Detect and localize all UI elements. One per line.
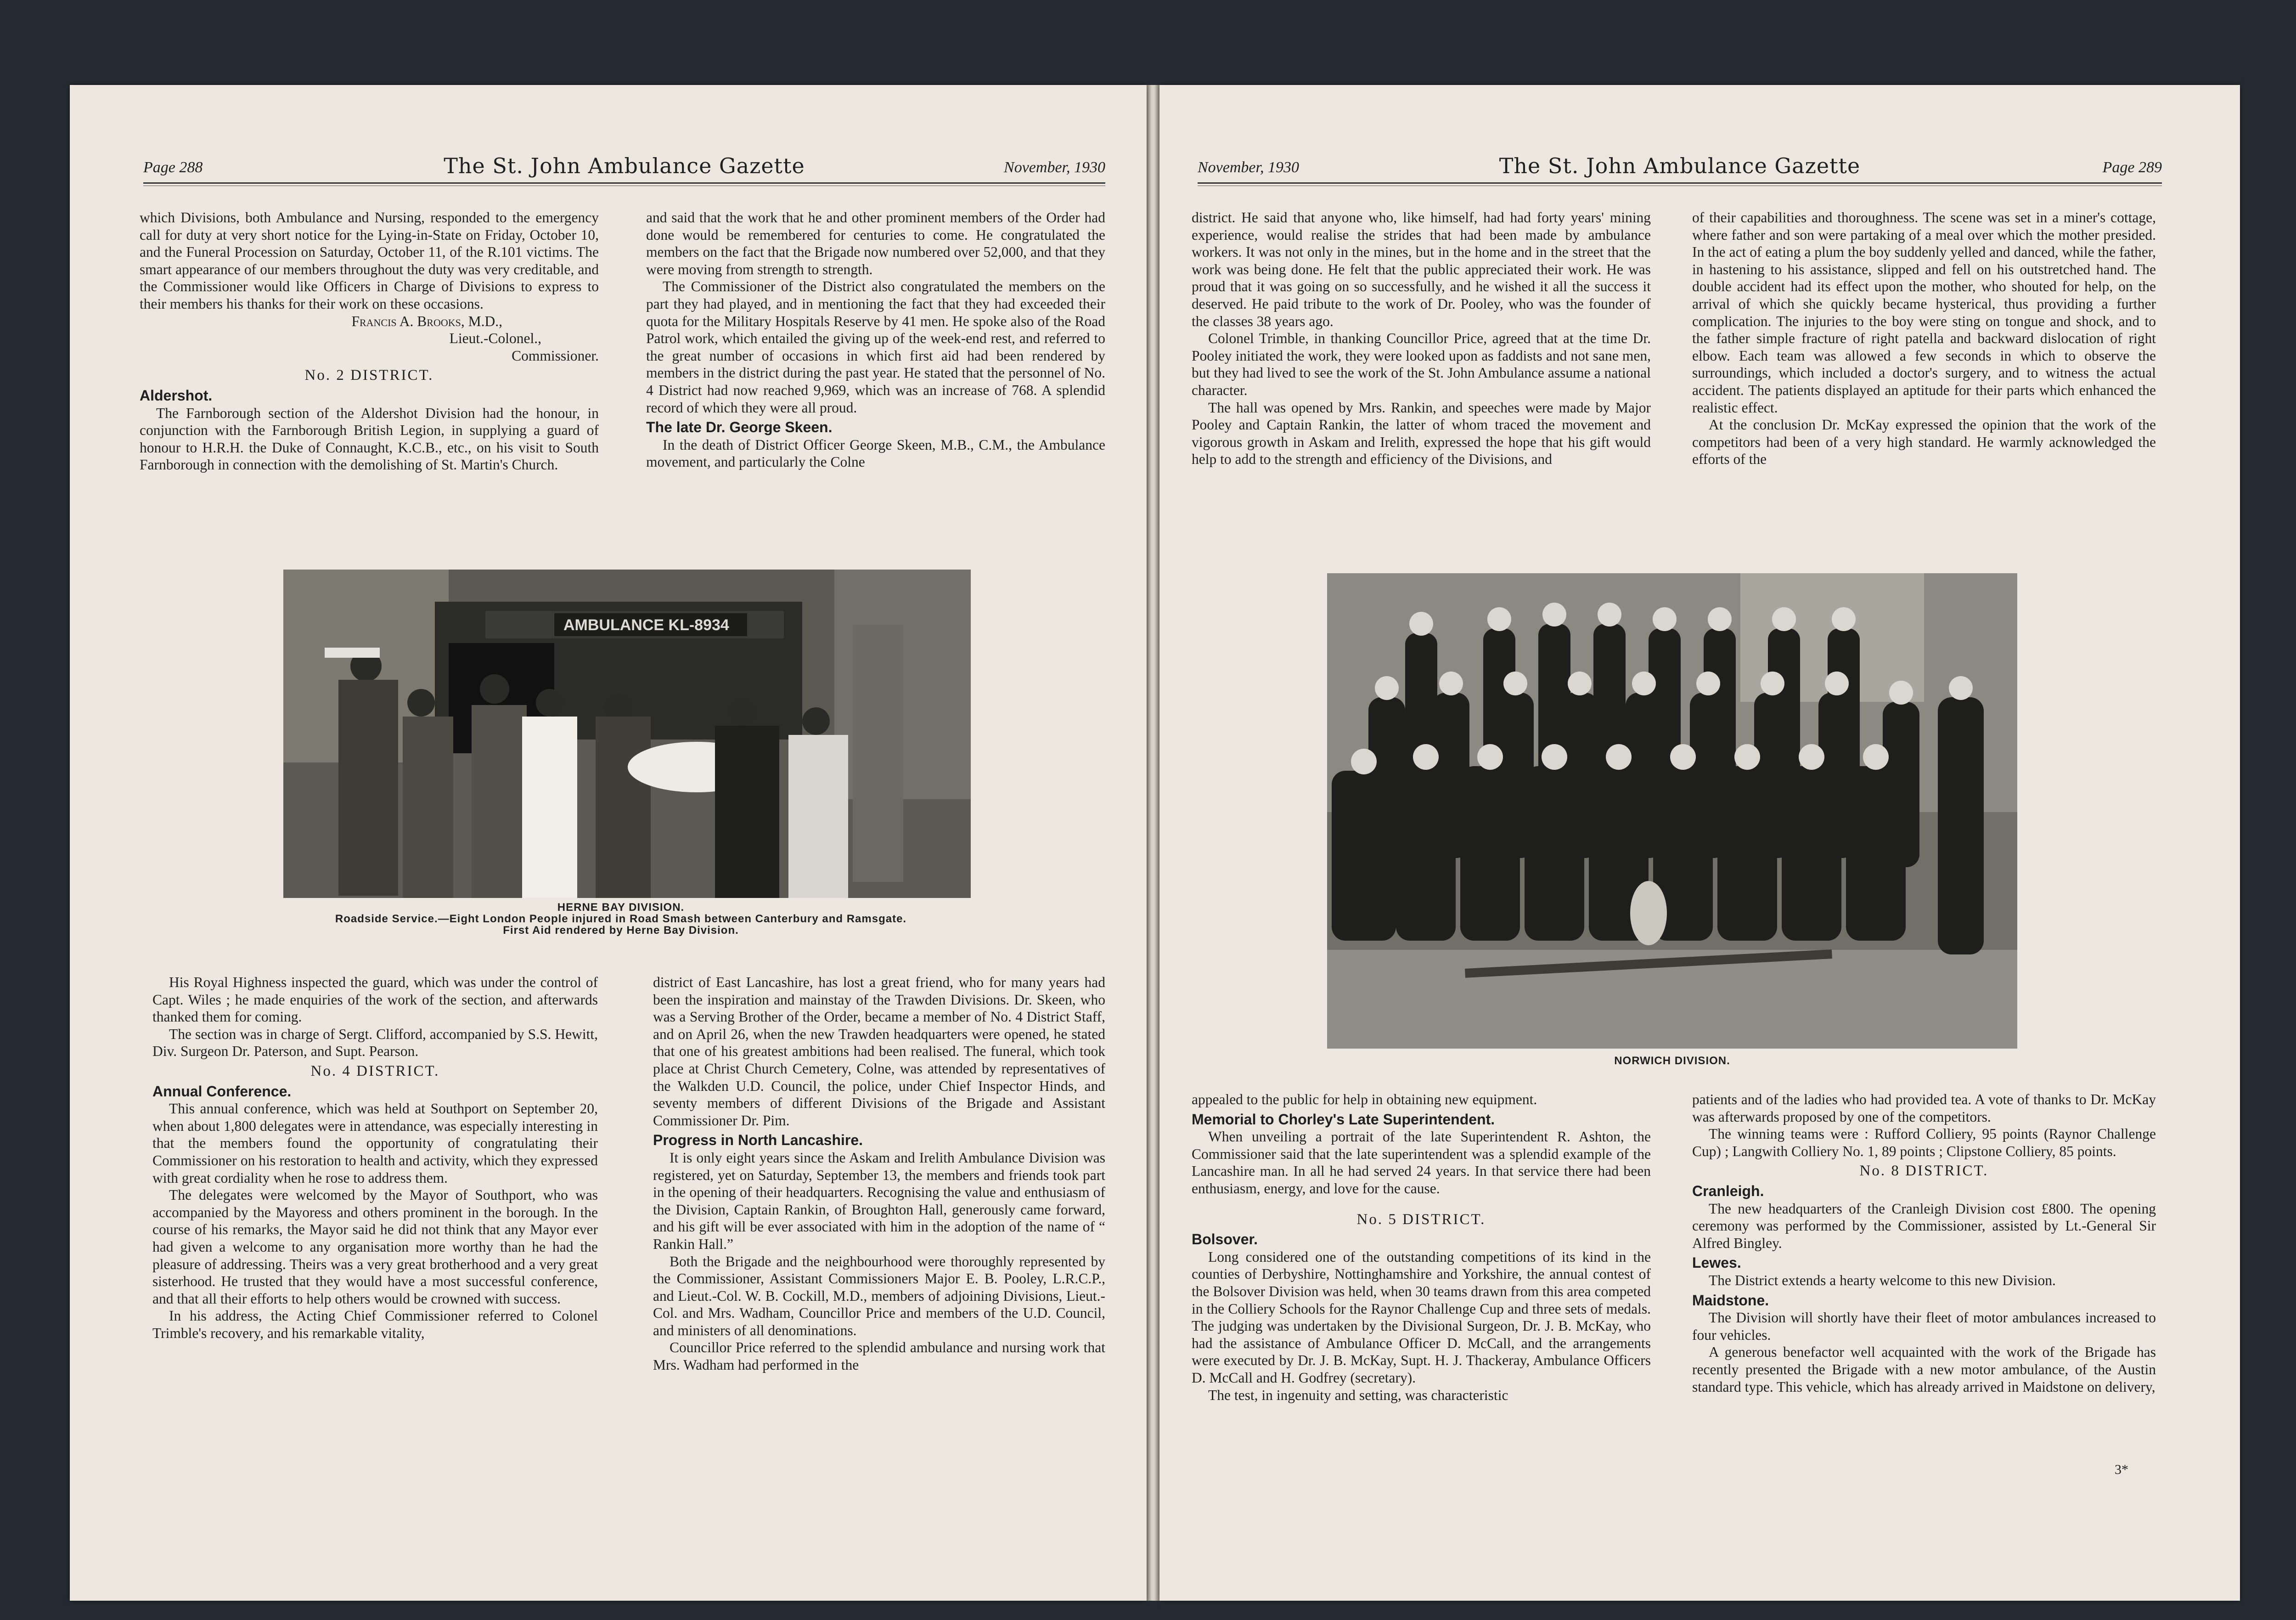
- subheading: Cranleigh.: [1692, 1182, 1764, 1199]
- subheading: Memorial to Chorley's Late Superintendent.: [1192, 1111, 1495, 1128]
- folio-mark: 3*: [2115, 1462, 2128, 1477]
- paragraph: appealed to the public for help in obtaining new equipment.: [1192, 1091, 1537, 1107]
- left-column-4: [653, 974, 1105, 1374]
- subheading: The late Dr. George Skeen.: [646, 419, 833, 436]
- paragraph: Long considered one of the outstanding competitions of its kind in the counties of Derbyshire, Nottinghamshire and Yorkshire, the annual contest of the Bolsover Division was held, when 30 teams drawn from this area competed in the Colliery Schools for the Raynor Challenge Cup and three sets of medals. The judging was undertaken by the Divisional Surgeon, Dr. J. B. McKay, who had the assistance of Ambulance Officer D. McCall, and the arrangements were executed by Dr. J. B. McKay, Supt. H. J. Thackeray, Ambulance Officers D. McCall and H. Godfrey (secretary).: [1192, 1248, 1651, 1386]
- paragraph: When unveiling a portrait of the late Superintendent R. Ashton, the Commissioner said that the late superintendent was a splendid example of the Lancashire man. In all he had served 24 years. In that service there had been enthusiasm, energy, and love for the cause.: [1192, 1129, 1651, 1197]
- photo-illustration: [283, 570, 971, 898]
- right-date: November, 1930: [1198, 159, 1299, 176]
- paragraph: In the death of District Officer George Skeen, M.B., C.M., the Ambulance movement, and particularly the Colne: [646, 436, 1105, 470]
- left-page-number: Page 288: [143, 159, 203, 176]
- section-heading: No. 5 DISTRICT.: [1356, 1211, 1486, 1228]
- caption-line: First Aid rendered by Herne Bay Division.: [503, 924, 739, 937]
- norwich-photo: [1327, 573, 2017, 1049]
- right-column-3: [1192, 1091, 1651, 1404]
- photo-illustration: [1327, 573, 2017, 1049]
- signature-title: Commissioner.: [512, 347, 599, 364]
- right-column-4: [1692, 1091, 2156, 1395]
- left-column-3: [152, 974, 598, 1342]
- right-header-rule: [1198, 182, 2162, 186]
- paragraph: The Commissioner of the District also congratulated the members on the part they had played, and in mentioning the fact that they had exceeded their quota for the Military Hospitals Reserve by 41 men. He spoke also of the Road Patrol work, which entailed the giving up of the week-end rest, and referred to the great number of occasions in which first aid had been rendered by members in the district during the past year. He stated that the personnel of No. 4 District had now reached 9,969, which was an increase of 768. A splendid record of which they were all proud.: [646, 278, 1105, 416]
- herne-bay-caption: [208, 902, 1034, 936]
- subheading: Maidstone.: [1692, 1292, 1769, 1309]
- ambulance-plate: AMBULANCE KL-8934: [563, 616, 729, 634]
- subheading: Aldershot.: [140, 387, 213, 404]
- paragraph: The Farnborough section of the Aldershot Division had the honour, in conjunction with the Farnborough British Legion, in supplying a guard of honour to H.R.H. the Duke of Connaught, K.C.B., etc., on his visit to South Farnborough in connection with the demolishing of St. Martin's Church.: [140, 405, 599, 473]
- paragraph: The winning teams were : Rufford Colliery, 95 points (Raynor Challenge Cup) ; Langwith Colliery No. 1, 89 points ; Clipstone Colliery, 85 points.: [1692, 1126, 2156, 1159]
- caption-title: HERNE BAY DIVISION.: [557, 901, 685, 914]
- paragraph: At the conclusion Dr. McKay expressed the opinion that the work of the competitors had been of a very high standard. He warmly acknowledged the efforts of the: [1692, 417, 2156, 468]
- left-date: November, 1930: [1004, 159, 1105, 176]
- section-heading: No. 2 DISTRICT.: [304, 367, 434, 384]
- right-column-1: [1192, 209, 1651, 468]
- right-header: [1198, 153, 2162, 179]
- right-page: [1159, 85, 2240, 1601]
- caption-line: Roadside Service.—Eight London People injured in Road Smash between Canterbury and Ramsgate.: [335, 913, 907, 925]
- left-column-2: [646, 209, 1105, 471]
- subheading: Bolsover.: [1192, 1231, 1258, 1248]
- paragraph: Both the Brigade and the neighbourhood were thoroughly represented by the Commissioner, Assistant Commissioners Major E. B. Pooley, L.R.C.P., and Lieut.-Col. W. B. Cockill, M.D., members of adjoining Divisions, Lieut.-Col. and Mrs. Wadham, Councillor Price and members of the U.D. Council, and ministers of all denominations.: [653, 1253, 1105, 1338]
- right-column-2: [1692, 209, 2156, 468]
- paragraph: and said that the work that he and other prominent members of the Order had done would be remembered for centuries to come. He congratulated the members on the fact that the Brigade now numbered over 52,000, and that they were moving from strength to strength.: [646, 209, 1105, 277]
- paragraph: In his address, the Acting Chief Commissioner referred to Colonel Trimble's recovery, and his remarkable vitality,: [152, 1308, 598, 1341]
- paragraph: The test, in ingenuity and setting, was characteristic: [1208, 1387, 1508, 1403]
- herne-bay-photo: [283, 570, 971, 898]
- section-heading: No. 8 DISTRICT.: [1859, 1163, 1989, 1180]
- left-header: [143, 153, 1105, 179]
- paragraph: The new headquarters of the Cranleigh Division cost £800. The opening ceremony was performed by the Commissioner, assisted by Lt.-General Sir Alfred Bingley.: [1692, 1200, 2156, 1251]
- left-column-1: [140, 209, 599, 474]
- right-page-number: Page 289: [2102, 159, 2162, 176]
- norwich-caption: NORWICH DIVISION.: [1614, 1055, 1730, 1067]
- paragraph: The hall was opened by Mrs. Rankin, and speeches were made by Major Pooley and Captain Rankin, the latter of whom traced the movement and vigorous growth in Askam and Irelith, expressed the hope that his gift would help to add to the strength and efficiency of the Divisions, and: [1192, 399, 1651, 468]
- paragraph: district of East Lancashire, has lost a great friend, who for many years had been the inspiration and mainstay of the Trawden Divisions. Dr. Skeen, who was a Serving Brother of the Order, became a member of No. 4 District Staff, and on April 26, when the new Trawden headquarters were opened, he stated that one of his greatest ambitions had been realised. The funeral, which took place at Christ Church Cemetery, Colne, was attended by representatives of the Walkden U.D. Council, the police, under Chief Inspector Hinds, and seventy members of different Divisions of the Brigade and Assistant Commissioner Dr. Pim.: [653, 974, 1105, 1129]
- subheading: Progress in North Lancashire.: [653, 1132, 863, 1149]
- signature-name-text: Francis A. Brooks, M.D.,: [351, 313, 502, 329]
- right-masthead: The St. John Ambulance Gazette: [1499, 153, 1861, 178]
- left-header-rule: [143, 182, 1105, 186]
- subheading: Lewes.: [1692, 1254, 1741, 1271]
- paragraph: district. He said that anyone who, like himself, had had forty years' mining experience, would realise the strides that had been made by ambulance workers. It was not only in the mines, but in the home and in the street that the work was being done. He felt that the public appreciated their work. He was proud that it was going on so successfully, and he wished it all the success it deserved. He paid tribute to the work of Dr. Pooley, who was the founder of the classes 38 years ago.: [1192, 209, 1651, 329]
- paragraph: Colonel Trimble, in thanking Councillor Price, agreed that at the time Dr. Pooley initiated the work, they were looked upon as faddists and not sane men, but they had lived to see the work of the St. John Ambulance assume a national character.: [1192, 330, 1651, 398]
- signature-name: [140, 313, 599, 330]
- paragraph: The delegates were welcomed by the Mayor of Southport, who was accompanied by the Mayoress and others prominent in the borough. In the course of his remarks, the Mayor said he did not think that any Mayor ever had given a welcome to any organisation more worthy than he had the pleasure of addressing. Theirs was a very great brotherhood and a very great sisterhood. He trusted that they would have a most successful conference, and that all their efforts to help others would be crowned with success.: [152, 1187, 598, 1307]
- signature-rank: Lieut.-Colonel.,: [449, 330, 541, 347]
- paragraph: which Divisions, both Ambulance and Nursing, responded to the emergency call for duty at very short notice for the Lying-in-State on Friday, October 10, and the Funeral Procession on Saturday, October 11, of the R.101 victims. The smart appearance of our members throughout the duty was very creditable, and the Commissioner would like Officers in Charge of Divisions to express to their members his thanks for their work on these occasions.: [140, 209, 599, 312]
- paragraph: His Royal Highness inspected the guard, which was under the control of Capt. Wiles ; he made enquiries of the work of the section, and afterwards thanked them for coming.: [152, 974, 598, 1025]
- section-heading: No. 4 DISTRICT.: [310, 1062, 440, 1079]
- paragraph: A generous benefactor well acquainted with the work of the Brigade has recently presented the Brigade with a new motor ambulance, of the Austin standard type. This vehicle, which has already arrived in Maidstone on delivery,: [1692, 1344, 2156, 1395]
- paragraph: Councillor Price referred to the splendid ambulance and nursing work that Mrs. Wadham had performed in the: [653, 1339, 1105, 1373]
- paragraph: The Division will shortly have their fleet of motor ambulances increased to four vehicles.: [1692, 1310, 2156, 1343]
- paragraph: patients and of the ladies who had provided tea. A vote of thanks to Dr. McKay was afterwards proposed by one of the competitors.: [1692, 1091, 2156, 1125]
- subheading: Annual Conference.: [152, 1083, 292, 1100]
- paragraph: This annual conference, which was held at Southport on September 20, when about 1,800 delegates were in attendance, was especially interesting in that the members found the opportunity of congratulating their Commissioner on his restoration to health and activity, which they expressed with great cordiality when he rose to address them.: [152, 1101, 598, 1186]
- paragraph: It is only eight years since the Askam and Irelith Ambulance Division was registered, yet on Saturday, September 13, the members and friends took part in the opening of their headquarters. Recognising the value and enthusiasm of the Division, Captain Rankin, of Broughton Hall, generously came forward, and his gift will be ever associated with him in the adoption of the name of “ Rankin Hall.”: [653, 1149, 1105, 1252]
- left-masthead: The St. John Ambulance Gazette: [444, 153, 805, 178]
- paragraph: of their capabilities and thoroughness. The scene was set in a miner's cottage, where father and son were partaking of a meal over which the mother presided. In the act of eating a plum the boy suddenly yelled and danced, while the father, in hastening to his assistance, slipped and fell on his outstretched hand. The double accident had its effect upon the mother, who shouted for help, on the arrival of which she quickly became hysterical, thus providing a further complication. The injuries to the boy were sting on tongue and shock, and to the father simple fracture of right patella and backward dislocation of right elbow. Each team was allowed a few seconds in which to observe the surroundings, which included a doctor's surgery, and to witness the actual accident. The patients displayed an aptitude for their parts which enhanced the realistic effect.: [1692, 209, 2156, 416]
- paragraph: The section was in charge of Sergt. Clifford, accompanied by S.S. Hewitt, Div. Surgeon Dr. Paterson, and Supt. Pearson.: [152, 1026, 598, 1060]
- book-gutter: [1147, 85, 1159, 1601]
- paragraph: The District extends a hearty welcome to this new Division.: [1709, 1272, 2056, 1288]
- left-page: [70, 85, 1147, 1601]
